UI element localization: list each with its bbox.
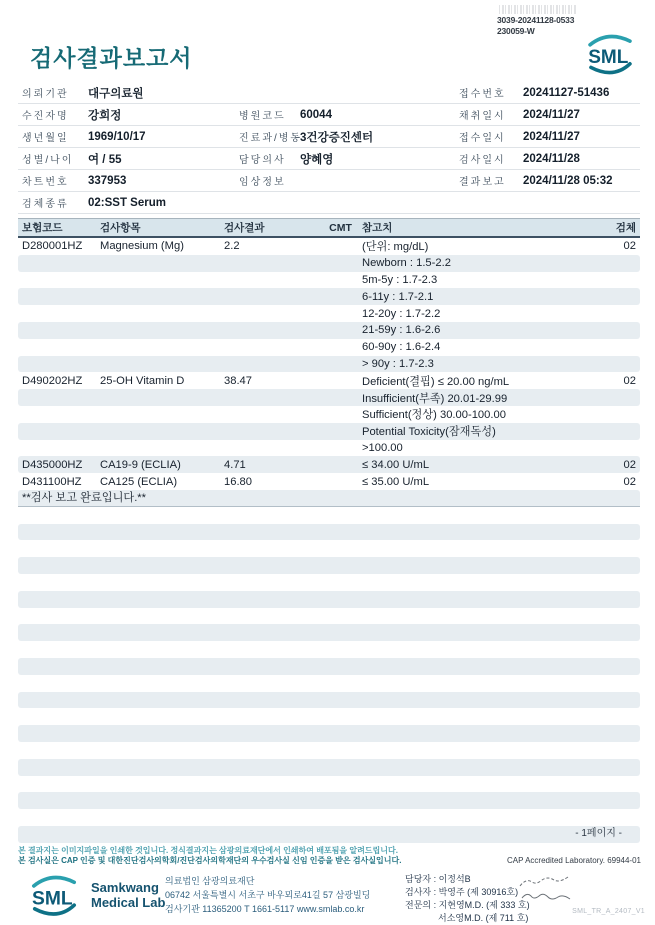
results-table <box>18 218 640 843</box>
svg-text:SML: SML <box>32 888 73 910</box>
signature-scribble <box>516 876 580 908</box>
staff-manager: 담당자 : 이정석B <box>405 874 471 884</box>
svg-text:SML: SML <box>588 46 629 68</box>
page-title: 검사결과보고서 <box>30 45 193 71</box>
empty-row <box>18 759 640 776</box>
sml-logo-icon <box>24 874 84 918</box>
page-indicator: - 1페이지 - <box>18 826 640 843</box>
empty-row <box>18 557 640 574</box>
result-row: 6-11y : 1.7-2.1 <box>18 288 640 305</box>
org-contact: 검사기관 11365200 T 1661-5117 www.smlab.co.kr <box>165 903 365 914</box>
form-version-code: SML_TR_A_2407_V1 <box>572 908 645 915</box>
footer-staff <box>405 873 530 925</box>
result-row: 5m-5y : 1.7-2.3 <box>362 273 438 286</box>
patient-value: 2024/11/28 05:32 <box>523 174 613 187</box>
patient-label: 차트번호 <box>22 177 69 188</box>
patient-row <box>18 104 640 126</box>
result-row: >100.00 <box>362 441 403 454</box>
patient-label: 성별/나이 <box>22 155 74 166</box>
cap-accreditation-text: CAP Accredited Laboratory. 69944-01 <box>506 856 641 865</box>
empty-row <box>18 608 640 625</box>
results-body <box>18 238 640 843</box>
patient-label: 진료과/병동 <box>239 133 303 144</box>
patient-label: 수진자명 <box>22 111 69 122</box>
staff-specialist1: 전문의 : 지현영M.D. (제 333 호) <box>405 900 530 911</box>
patient-value: 3건강증진센터 <box>300 131 374 144</box>
barcode <box>499 5 577 14</box>
org-name: 의료법인 삼광의료재단 <box>165 876 255 886</box>
patient-label: 생년월일 <box>22 133 69 144</box>
patient-label: 결과보고 <box>459 177 506 188</box>
patient-value: 여 / 55 <box>88 153 122 166</box>
empty-row <box>18 809 640 826</box>
patient-label: 접수번호 <box>459 89 506 100</box>
patient-label: 병원코드 <box>239 111 286 122</box>
result-row: D431100HZ CA125 (ECLIA) 16.80 ≤ 35.00 U/mL 02 <box>22 475 636 488</box>
patient-label: 채취일시 <box>459 111 506 122</box>
empty-row <box>18 574 640 591</box>
disclaimer-block <box>18 846 401 867</box>
result-row: Newborn : 1.5-2.2 <box>18 255 640 272</box>
report-complete-note: **검사 보고 완료입니다.** <box>18 490 640 507</box>
results-header-row <box>18 218 640 238</box>
col-header-test-item: 검사항목 <box>100 222 141 234</box>
result-row: 21-59y : 1.6-2.6 <box>18 322 640 339</box>
lab-name-line1: Samkwang <box>91 880 159 896</box>
disclaimer-line2: 본 검사실은 CAP 인증 및 대한진단검사의학회/진단검사의학재단의 우수검사실 신임 인증을 받은 검사실입니다. <box>18 856 402 866</box>
col-header-reference: 참고치 <box>362 222 393 234</box>
patient-value: 1969/10/17 <box>88 130 146 143</box>
patient-label: 검사일시 <box>459 155 506 166</box>
col-header-specimen: 검체 <box>615 222 636 234</box>
empty-row <box>18 725 640 742</box>
empty-row <box>18 792 640 809</box>
lab-name <box>91 881 165 911</box>
result-row: 60-90y : 1.6-2.4 <box>362 341 441 354</box>
patient-label: 담당의사 <box>239 155 286 166</box>
result-row: Insufficient(부족) 20.01-29.99 <box>18 389 640 406</box>
col-header-test-result: 검사결과 <box>224 222 265 234</box>
col-header-insurance-code: 보험코드 <box>22 222 63 234</box>
result-row: D280001HZ Magnesium (Mg) 2.2 (단위: mg/dL) 02 <box>22 240 636 254</box>
patient-label: 접수일시 <box>459 133 506 144</box>
patient-value: 337953 <box>88 174 127 187</box>
patient-row <box>18 192 640 214</box>
empty-row <box>18 776 640 793</box>
patient-value: 강희정 <box>88 109 122 122</box>
empty-row <box>18 658 640 675</box>
patient-value: 02:SST Serum <box>88 196 166 209</box>
empty-row <box>18 742 640 759</box>
patient-value: 양혜영 <box>300 153 334 166</box>
patient-label: 검체종류 <box>22 199 69 210</box>
result-row: > 90y : 1.7-2.3 <box>18 356 640 373</box>
staff-examiner: 검사자 : 박영주 (제 30916호) <box>405 887 519 898</box>
patient-value: 60044 <box>300 108 332 121</box>
patient-label: 임상정보 <box>239 177 286 188</box>
result-row: D490202HZ 25-OH Vitamin D 38.47 Deficient(결핍) ≤ 20.00 ng/mL 02 <box>22 374 636 388</box>
empty-row <box>18 524 640 541</box>
empty-row <box>18 591 640 608</box>
patient-row <box>18 170 640 192</box>
patient-row <box>18 148 640 170</box>
patient-row <box>18 82 640 104</box>
empty-row <box>18 675 640 692</box>
sml-logo-icon <box>581 33 639 75</box>
patient-value: 2024/11/27 <box>523 108 580 121</box>
patient-value: 2024/11/27 <box>523 130 580 143</box>
patient-row <box>18 126 640 148</box>
patient-label: 의뢰기관 <box>22 89 69 100</box>
doc-id-line1: 3039-20241128-0533 <box>497 15 575 25</box>
doc-id-line2: 230059-W <box>497 25 535 36</box>
footer-logo <box>24 874 165 918</box>
disclaimer-line1: 본 결과지는 이미지파일을 인쇄한 것입니다. 정식결과지는 삼광의료재단에서 인쇄하여 배포됨을 알려드립니다. <box>18 846 398 855</box>
lab-name-line2: Medical Lab <box>91 895 166 910</box>
staff-specialist2: 서소영M.D. (제 711 호) <box>438 913 529 924</box>
patient-value: 20241127-51436 <box>523 86 610 99</box>
footer-address <box>165 875 370 917</box>
patient-value: 2024/11/28 <box>523 152 580 165</box>
document-ids <box>497 15 574 36</box>
patient-info-table <box>18 82 640 214</box>
result-row: Sufficient(정상) 30.00-100.00 <box>362 409 506 422</box>
empty-row <box>18 692 640 709</box>
col-header-cmt: CMT <box>329 221 352 234</box>
empty-row <box>18 708 640 725</box>
empty-row <box>18 641 640 658</box>
result-row: Potential Toxicity(잠재독성) <box>18 423 640 440</box>
patient-value: 대구의료원 <box>88 87 144 100</box>
empty-row <box>18 624 640 641</box>
org-address: 06742 서울특별시 서초구 바우뫼로41길 57 삼광빌딩 <box>165 889 371 900</box>
result-row: D435000HZ CA19-9 (ECLIA) 4.71 ≤ 34.00 U/mL 02 <box>18 456 640 473</box>
result-row: 12-20y : 1.7-2.2 <box>362 307 441 320</box>
empty-row <box>18 540 640 557</box>
empty-row <box>18 507 640 524</box>
